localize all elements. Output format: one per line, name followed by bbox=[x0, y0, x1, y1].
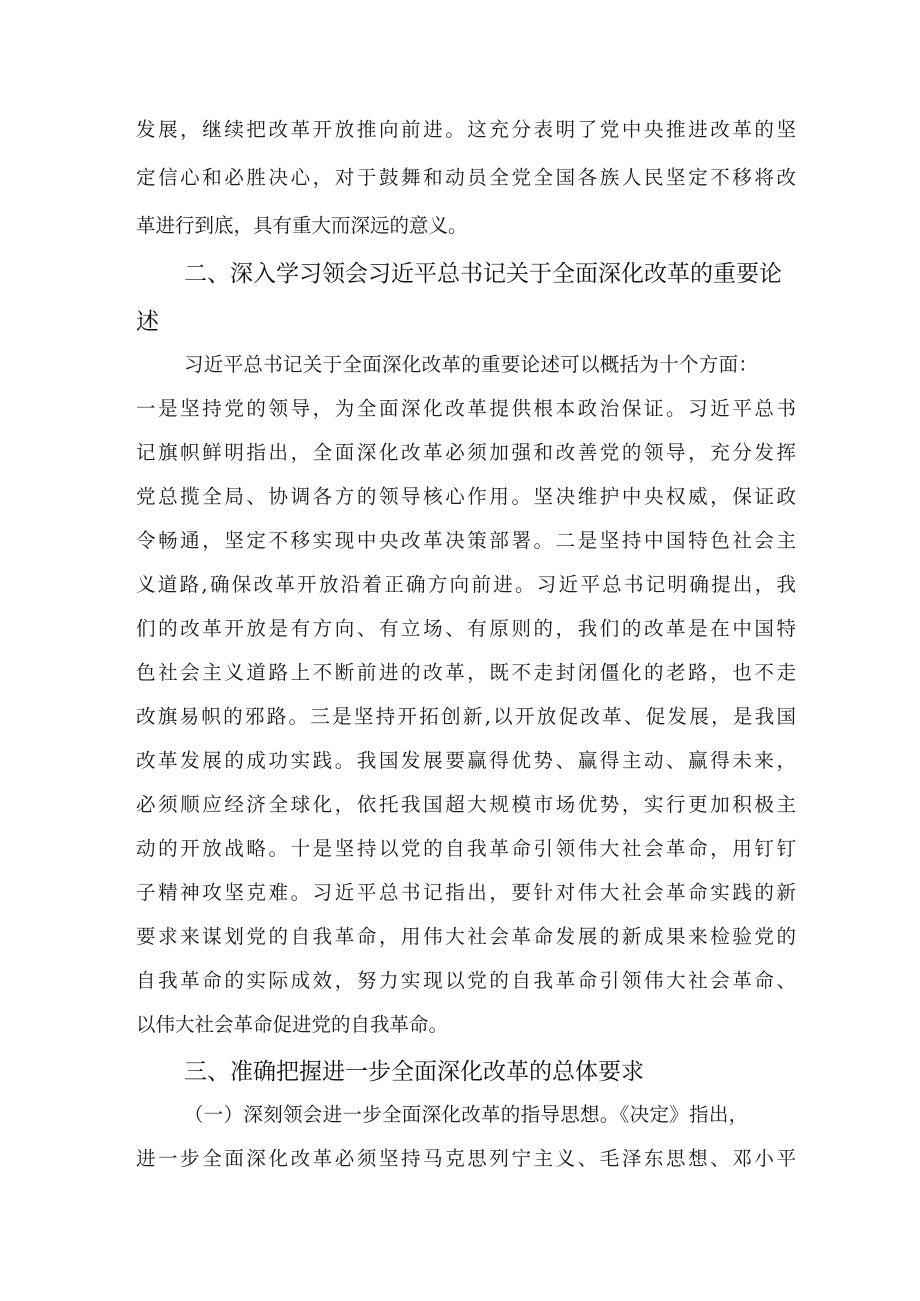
text-line: 子精神攻坚克难。习近平总书记指出，要针对伟大社会革命实践的新 bbox=[136, 881, 796, 904]
text-line: 自我革命的实际成效，努力实现以党的自我革命引领伟大社会革命、 bbox=[136, 969, 796, 992]
text-line: 要求来谋划党的自我革命，用伟大社会革命发展的新成果来检验党的 bbox=[136, 925, 796, 948]
text-line: 们的改革开放是有方向、有立场、有原则的，我们的改革是在中国特 bbox=[136, 617, 796, 640]
section-heading: 三、准确把握进一步全面深化改革的总体要求 bbox=[184, 1059, 644, 1085]
section-heading-continued: 述 bbox=[136, 309, 159, 335]
text-line: 进一步全面深化改革必须坚持马克思列宁主义、毛泽东思想、邓小平 bbox=[136, 1147, 796, 1170]
section-heading: 二、深入学习领会习近平总书记关于全面深化改革的重要论 bbox=[184, 261, 782, 287]
text-line: （一）深刻领会进一步全面深化改革的指导思想。《决定》指出， bbox=[184, 1103, 749, 1126]
text-line: 色社会主义道路上不断前进的改革，既不走封闭僵化的老路，也不走 bbox=[136, 661, 796, 684]
text-line: 改革发展的成功实践。我国发展要赢得优势、赢得主动、赢得未来， bbox=[136, 749, 796, 772]
text-line: 动的开放战略。十是坚持以党的自我革命引领伟大社会革命，用钉钉 bbox=[136, 837, 796, 860]
text-line: 记旗帜鲜明指出，全面深化改革必须加强和改善党的领导，充分发挥 bbox=[136, 441, 796, 464]
text-line: 必须顺应经济全球化，依托我国超大规模市场优势，实行更加积极主 bbox=[136, 793, 796, 816]
text-line: 改旗易帜的邪路。三是坚持开拓创新,以开放促改革、促发展，是我国 bbox=[136, 705, 796, 728]
text-line: 发展，继续把改革开放推向前进。这充分表明了党中央推进改革的坚 bbox=[136, 118, 796, 141]
text-line: 党总揽全局、协调各方的领导核心作用。坚决维护中央权威，保证政 bbox=[136, 485, 796, 508]
text-line: 义道路,确保改革开放沿着正确方向前进。习近平总书记明确提出，我 bbox=[136, 573, 796, 596]
text-line: 革进行到底，具有重大而深远的意义。 bbox=[136, 214, 468, 237]
text-line: 以伟大社会革命促进党的自我革命。 bbox=[136, 1013, 449, 1036]
text-line: 一是坚持党的领导，为全面深化改革提供根本政治保证。习近平总书 bbox=[136, 397, 796, 420]
text-line: 习近平总书记关于全面深化改革的重要论述可以概括为十个方面： bbox=[184, 353, 759, 376]
text-line: 定信心和必胜决心，对于鼓舞和动员全党全国各族人民坚定不移将改 bbox=[136, 166, 796, 189]
text-line: 令畅通，坚定不移实现中央改革决策部署。二是坚持中国特色社会主 bbox=[136, 529, 796, 552]
